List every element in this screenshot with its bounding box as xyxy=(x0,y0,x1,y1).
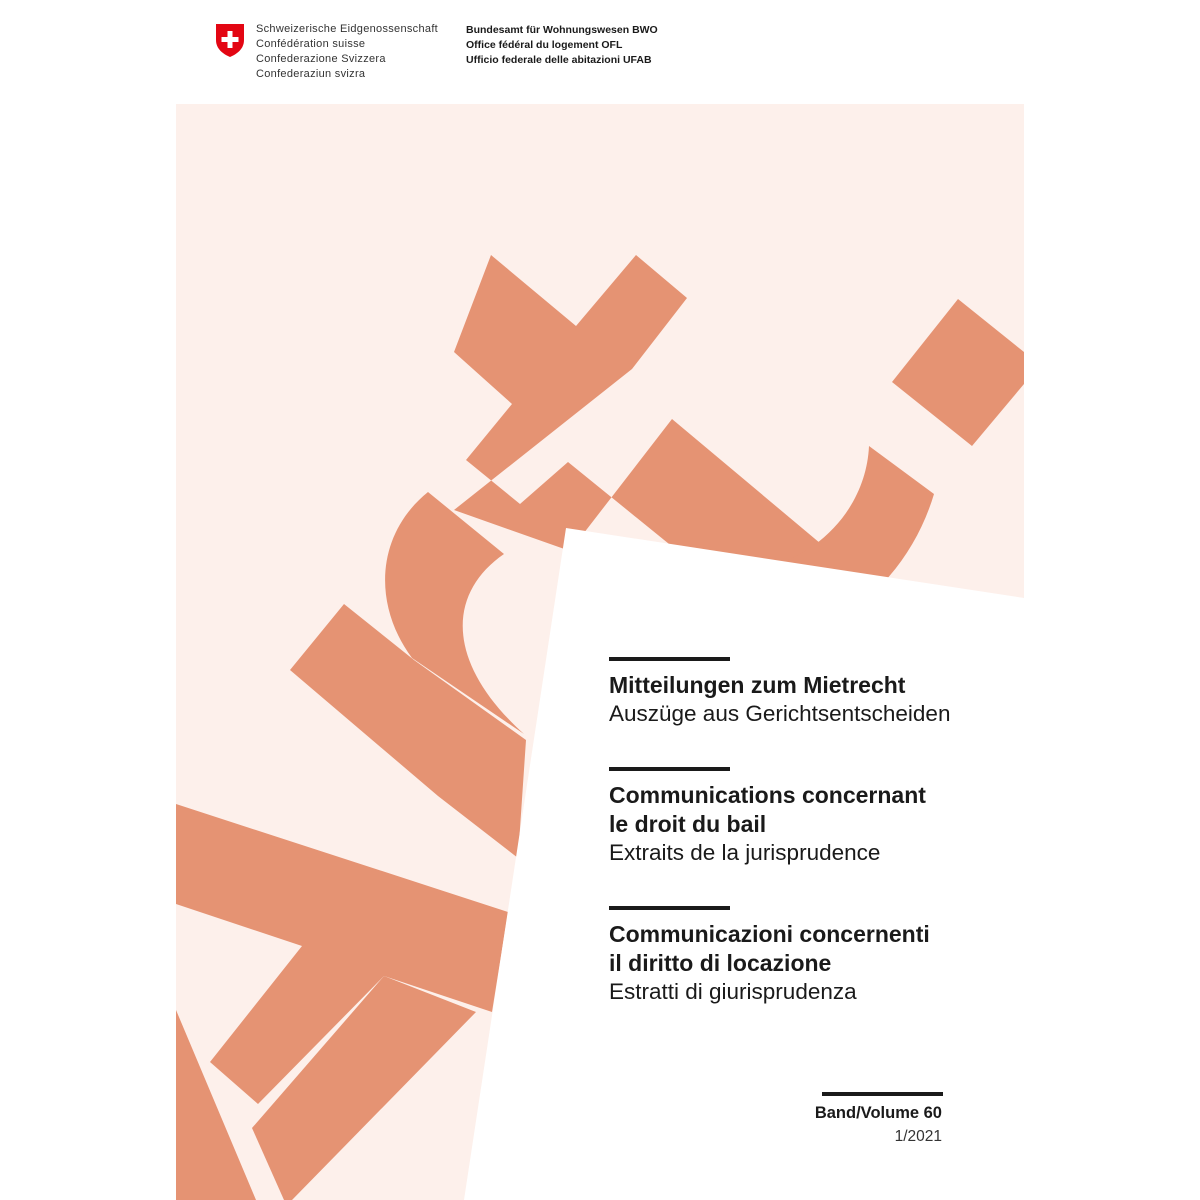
title-italian-line-1: Communicazioni concernenti xyxy=(609,921,930,947)
swiss-coat-of-arms-icon xyxy=(214,22,246,58)
office-name-block xyxy=(466,23,658,68)
section-divider xyxy=(609,767,730,771)
section-divider xyxy=(609,906,730,910)
issue-number: 1/2021 xyxy=(894,1128,942,1145)
title-italian-line-2: il diritto di locazione xyxy=(609,950,832,976)
art-letters-graphic xyxy=(176,104,1024,1200)
confederation-name-fr: Confédération suisse xyxy=(256,38,366,50)
volume-divider xyxy=(822,1092,943,1096)
subtitle-italian: Estratti di giurisprudenza xyxy=(609,979,857,1004)
section-divider xyxy=(609,657,730,661)
subtitle-french: Extraits de la jurisprudence xyxy=(609,840,881,865)
office-name-it: Ufficio federale delle abitazioni UFAB xyxy=(466,54,652,66)
title-french-line-2: le droit du bail xyxy=(609,811,767,837)
title-german: Mitteilungen zum Mietrecht xyxy=(609,672,906,698)
office-name-fr: Office fédéral du logement OFL xyxy=(466,39,623,51)
cover-artwork xyxy=(176,104,1024,1200)
title-french-line-1: Communications concernant xyxy=(609,782,926,808)
confederation-name-de: Schweizerische Eidgenossenschaft xyxy=(256,23,439,35)
office-name-de: Bundesamt für Wohnungswesen BWO xyxy=(466,24,658,36)
header xyxy=(0,0,1200,100)
confederation-name-block xyxy=(256,22,438,82)
volume-number: Band/Volume 60 xyxy=(814,1104,942,1122)
confederation-name-rm: Confederaziun svizra xyxy=(256,68,366,80)
subtitle-german: Auszüge aus Gerichtsentscheiden xyxy=(609,701,951,726)
confederation-name-it: Confederazione Svizzera xyxy=(256,53,386,65)
